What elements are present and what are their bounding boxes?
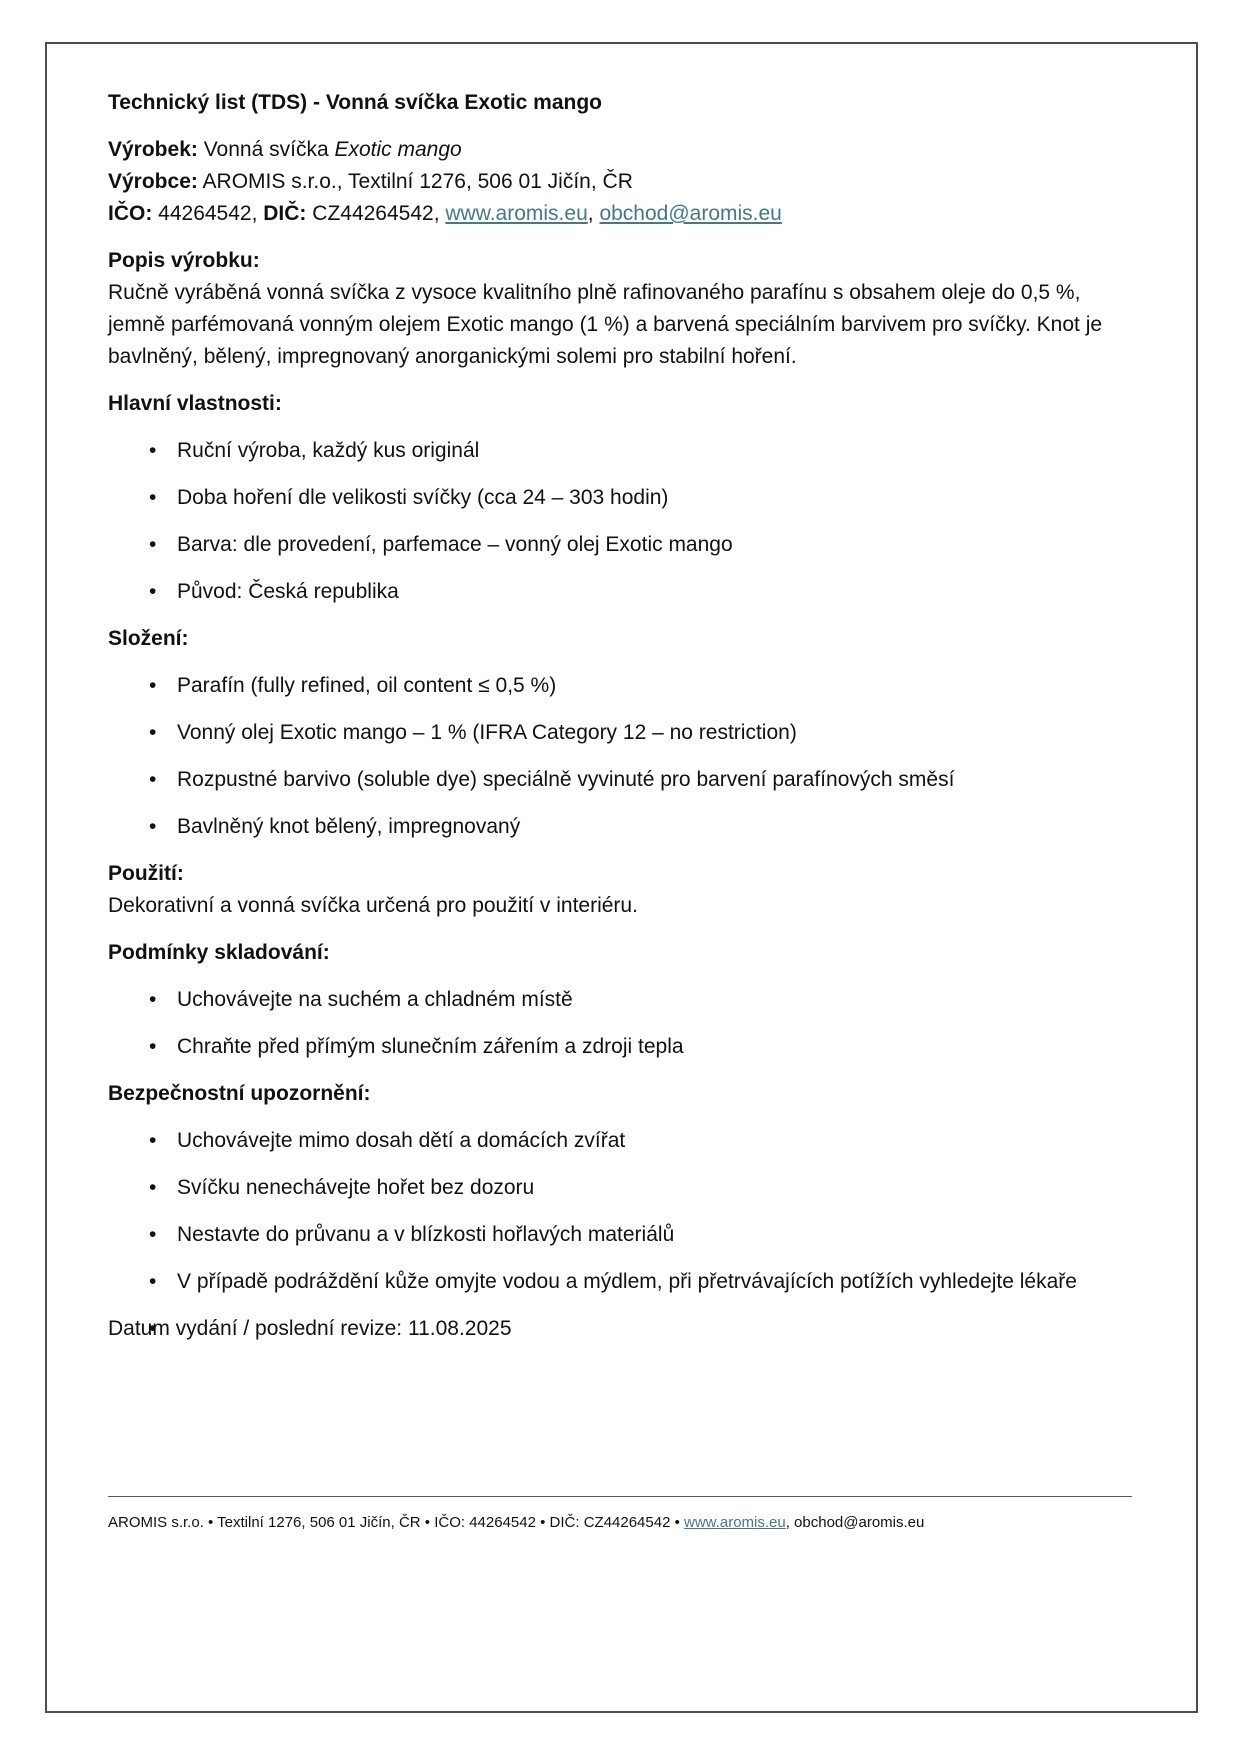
list-item: • Doba hoření dle velikosti svíčky (cca 24 – 303 hodin) [177, 482, 1134, 514]
footer-website-link[interactable]: www.aromis.eu [684, 1514, 786, 1531]
page-footer [108, 1496, 1132, 1534]
product-label: Výrobek: [108, 138, 198, 161]
product-text: Vonná svíčka [197, 138, 335, 161]
section-heading-bezpecnost: Bezpečnostní upozornění: [108, 1082, 371, 1105]
link-separator: , [587, 202, 600, 225]
popis-body: Ručně vyráběná vonná svíčka z vysoce kvalitního plně rafinovaného parafínu s obsahem oleje do 0,5 %, jemně parfémovaná vonným olejem Exotic mango (1 %) a barvená speciálním barvivem pro svíčky. Knot je bavlněný, bělený, impregnovaný anorganickými solemi pro stabilní hoření. [108, 281, 1103, 368]
producer-line [108, 166, 1134, 198]
footer-text-after: , obchod@aromis.eu [785, 1514, 925, 1531]
vlastnosti-list [108, 435, 1134, 608]
email-link[interactable]: obchod@aromis.eu [599, 202, 782, 225]
dic-text: CZ44264542, [306, 202, 446, 225]
list-item: • Uchovávejte mimo dosah dětí a domácích zvířat [177, 1125, 1134, 1157]
skladovani-list [108, 984, 1134, 1063]
list-item: • Chraňte před přímým slunečním zářením a zdroji tepla [177, 1031, 1134, 1063]
producer-text: AROMIS s.r.o., Textilní 1276, 506 01 Jičín, ČR [197, 170, 633, 193]
list-item: • Svíčku nenechávejte hořet bez dozoru [177, 1172, 1134, 1204]
list-item: • Původ: Česká republika [177, 576, 1134, 608]
bezpecnost-list [108, 1125, 1134, 1298]
section-heading-popis: Popis výrobku: [108, 249, 260, 272]
registration-line [108, 198, 1134, 230]
list-item: • Uchovávejte na suchém a chladném místě [177, 984, 1134, 1016]
doc-title: Technický list (TDS) - Vonná svíčka Exotic mango [108, 91, 603, 114]
ico-text: 44264542, [152, 202, 264, 225]
dic-label: DIČ: [263, 202, 307, 225]
pouziti-body: Dekorativní a vonná svíčka určená pro použití v interiéru. [108, 894, 638, 917]
list-item: • Rozpustné barvivo (soluble dye) speciálně vyvinuté pro barvení parafínových směsí [177, 764, 1134, 796]
list-item: • V případě podráždění kůže omyjte vodou a mýdlem, při přetrvávajících potížích vyhledejte lékaře [177, 1266, 1134, 1298]
product-name: Exotic mango [334, 138, 462, 161]
list-item: • Nestavte do průvanu a v blízkosti hořlavých materiálů [177, 1219, 1134, 1251]
slozeni-list [108, 670, 1134, 843]
page-border [45, 42, 1198, 1713]
producer-label: Výrobce: [108, 170, 198, 193]
list-item: • Vonný olej Exotic mango – 1 % (IFRA Category 12 – no restriction) [177, 717, 1134, 749]
section-heading-vlastnosti: Hlavní vlastnosti: [108, 392, 282, 415]
list-item: • Ruční výroba, každý kus originál [177, 435, 1134, 467]
document-content [108, 87, 1134, 1345]
list-item: • Barva: dle provedení, parfemace – vonný olej Exotic mango [177, 529, 1134, 561]
section-heading-slozeni: Složení: [108, 627, 189, 650]
ico-label: IČO: [108, 202, 153, 225]
revision-line: Datum vydání / poslední revize: 11.08.2025 [108, 1317, 512, 1340]
section-heading-skladovani: Podmínky skladování: [108, 941, 330, 964]
footer-text-before: AROMIS s.r.o. • Textilní 1276, 506 01 Jičín, ČR • IČO: 44264542 • DIČ: CZ44264542 • [108, 1514, 685, 1531]
list-item: • Bavlněný knot bělený, impregnovaný [177, 811, 1134, 843]
list-item: • Parafín (fully refined, oil content ≤ 0,5 %) [177, 670, 1134, 702]
product-line [108, 134, 1134, 166]
section-heading-pouziti: Použití: [108, 862, 184, 885]
meta-block [108, 134, 1134, 230]
website-link[interactable]: www.aromis.eu [445, 202, 588, 225]
